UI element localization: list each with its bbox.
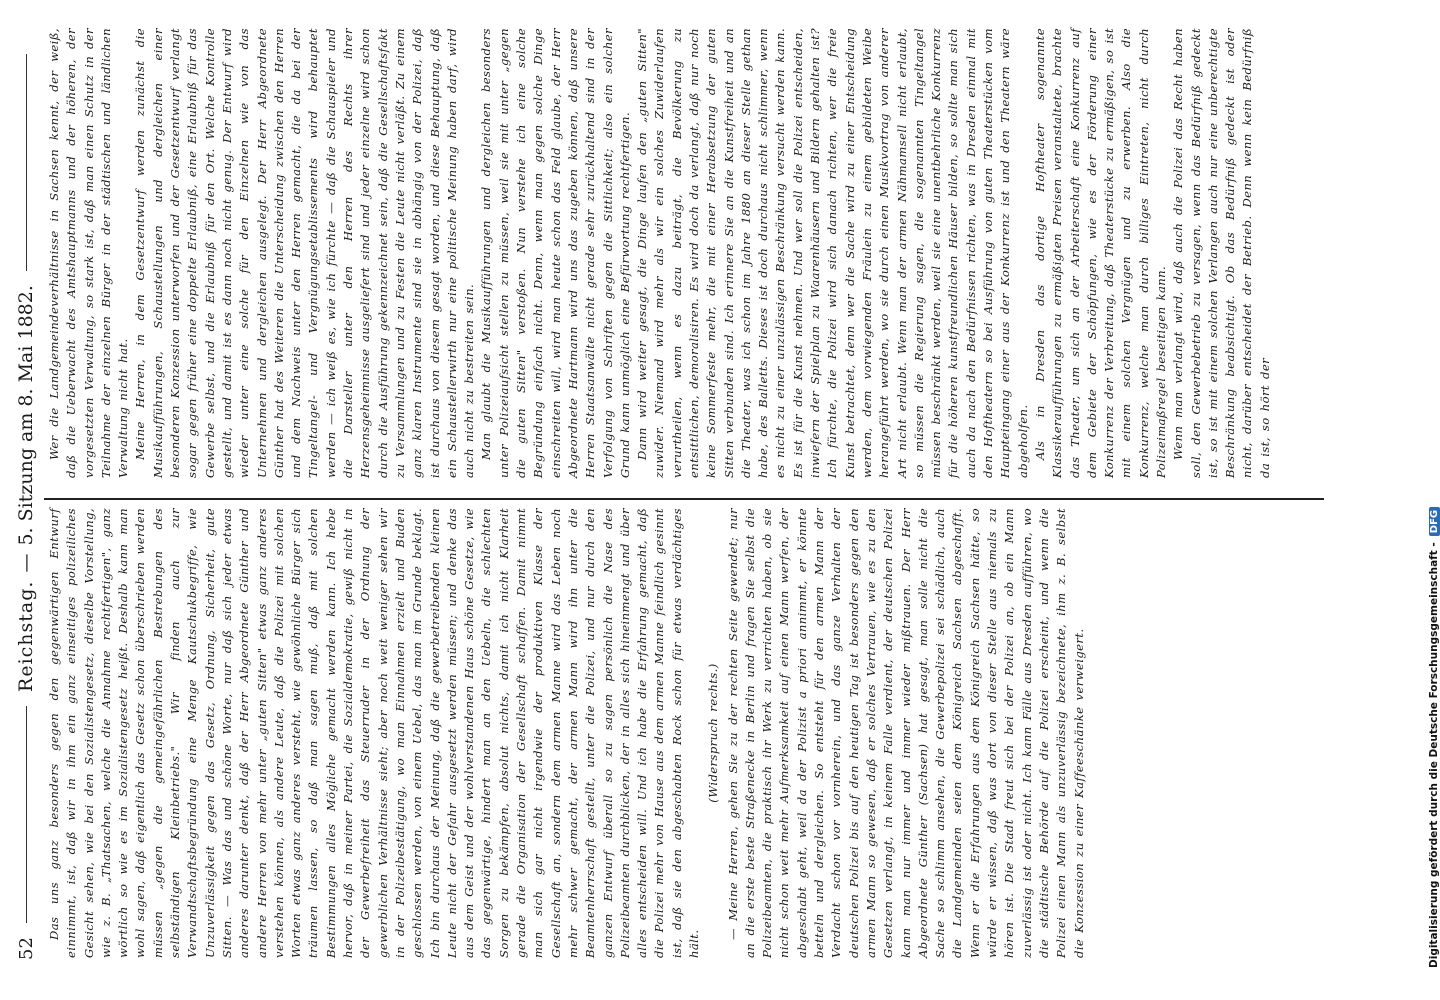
page-header [12,40,40,960]
stage-direction: (Widerspruch rechts.) [706,663,721,803]
page-number: 52 [15,937,37,960]
header-rule [26,706,27,923]
paragraph: Meine Herren, in dem Gesetzentwurf werden zunächst die Musikaufführungen, Schaustellungen und dergleichen einer besonderen Konzession unterworfen und der Gesetzentwurf verlangt sogar gegen früher eine doppelte Erlaubniß, eine Erlaubniß für das Gewerbe selbst, und die Erlaubniß für den Ort. Welche Kontrolle gestellt, und damit ist es dann noch nicht genug. Der Entwurf wird wieder unter eine solche für den Einzelnen wie von das Unternehmen und dergleichen ausgelegt. Der Herr Abgeordnete Günther hat des Weiteren die Unterscheidung zwischen den Herren und dem Nachweis unter den Herren gemacht, die da bei der Tingeltangel- und Vergnügungsetablissements wird behauptet werden — ich weiß es, wie ich fürchte — daß die Schauspieler und die Darsteller unter den Herren des Rechts ihrer Herzensgeheimnisse ausgeliefert sind und jeder einzelne wird schon durch die Ausführung gekennzeichnet sein, daß die Gesellschaftsfakt zu Versammlungen und zu Festen die Leute nicht verläßt. Zu einem ganz klaren Instrumente sind sie in abhängig von der Polizei, daß ist durchaus von diesem gesagt worden, und diese Behauptung, daß ein Schaustellerwirth nur eine politische Meinung haben darf, wird auch nicht zu bestreiten sein. [133,28,477,478]
publication-title: Reichstag. [15,580,37,692]
digitization-notice-line [1428,8,1440,968]
rotated-document-page [6,10,1336,1000]
paragraph: Als in Dresden das dortige Hoftheater sogenannte Klassikeraufführungen zu ermäßigten Preisen veranstaltete, brachte das Theater, um sich an der Arbeiterschaft eine Konkurrenz auf dem Gebiete der Schöpfungen, wie es der Förderung einer Konkurrenz der Verbreitung, daß Theaterstücke zu ermäßigen, so ist mit einem solchen Vergnügen und zu erwerben. Also die Konkurrenz, welche man durch billiges Eintreten, nicht durch Polizeimaßregel beseitigen kann. [1032,28,1168,478]
column-divider [44,498,1324,500]
paragraph: Das uns ganz besonders gegen den gegenwärtigen Entwurf einnimmt, ist, daß wir in ihm ein ganz einseitiges polizeiliches Gesicht sehen, wie bei den Sozialistengesetz, dieselbe Vorstellung, wie z. B. „Thatsachen, welche die Annahme rechtfertigen", ganz wörtlich so wie es im Sozialistengesetz heißt. Deshalb kann man wohl sagen, daß eigentlich das Gesetz schon überschrieben werden müssen „gegen die gemeingefährlichen Bestrebungen des selbständigen Kleinbetriebs." Wir finden auch zur Verwandtschaftsbegründung eine Menge Kautschukbegriffe, wie Unzuverlässigkeit gegen das Gesetz, Ordnung, Sicherheit, gute Sitten. — Was das und schöne Worte, nur daß sich jeder etwas anderes darunter denkt, daß der Herr Abgeordnete Günther und andere Herren von mehr unter „guten Sitten" etwas ganz anderes verstehen können, als andere Leute, daß die Polizei mit solchen Worten etwas ganz anderes versteht, wie gewöhnliche Bürger sich träumen lassen, so daß man sagen muß, daß mit solchen Bestimmungen alles Mögliche gemacht werden kann. Ich hebe hervor, daß in meiner Partei, die Sozialdemokratie, gewiß nicht in der Gewerbefreiheit das Steuerruder in der Ordnung der gewerblichen Verhältnisse sieht; aber noch weit weniger sehen wir in der Polizeibestätigung, wo man Einnahmen erzielt und Buden geschlossen werden, von einem Uebel, das man im Grunde beklagt. Ich bin durchaus der Meinung, daß die gewerbetreibenden kleinen Leute nicht der Gefahr ausgesetzt werden müssen; und denke das aus dem Geist und der wohlverstandenen Haus schöne Gesetze, wie das gegenwärtige, hindert man an den Uebeln, die schlechten Sorgen zu bekämpfen, absolut nichts, damit ich nicht Klarheit gerade die Organisation der Gesellschaft schaffen. Damit nimmt man sich gar nicht irgendwie der produktiven Klasse der Gesellschaft an, sondern dem armen Manne wird das Leben noch mehr schwer gemacht, der armen Mann wird ihn unter die Beamtenherrschaft gestellt, unter die Polizei, und nur durch den ganzen Entwurf überall so zu sagen persönlich die Nase des Polizeibeamten durchblicken, der in alles sich hineinmengt und über alles entscheiden will. Und ich habe die Erfahrung gemacht, daß die Polizei mehr von Hause aus dem armen Manne feindlich gesinnt ist, daß sie den abgeschabten Rock schon für etwas verdächtiges hält. [47,508,701,958]
paragraph: Wenn man verlangt wird, daß auch die Polizei das Recht haben soll, den Gewerbebetrieb zu versagen, wenn das Bedürfniß gedeckt ist, so ist mit einem solchen Verlangen auch nur eine unberechtigte Beschränkung beabsichtigt. Ob das Bedürfniß gedeckt ist oder nicht, darüber entscheidet der Betrieb. Denn wenn kein Bedürfniß da ist, so hört der [1171,28,1272,478]
paragraph: Man glaubt die Musikaufführungen und dergleichen besonders unter Polizeiaufsicht stellen zu müssen, weil sie mit unter „gegen die guten Sitten" verstoßen. Nun verstehe ich eine solche Begründung einfach nicht. Denn, wenn man gegen solche Dinge einschreiten will, wird man heute schon das Feld glaube, der Herr Abgeordnete Hartmann wird uns das zugeben können, daß unsere Herren Staatsanwälte nicht gerade sehr zurückhaltend sind in der Verfolgung von Schriften gegen die Sittlichkeit; also ein solcher Grund kann unmöglich eine Befürwortung rechtfertigen. [479,28,632,478]
digitization-notice: Digitalisierung gefördert durch die Deutsche Forschungsgemeinschaft - [1428,542,1440,968]
header-separator: — [15,553,37,573]
right-text-column [46,28,1274,478]
header-rule-right [26,54,27,271]
paragraph: Dann wird weiter gesagt, die Dinge laufen den „guten Sitten" zuwider. Niemand wird mehr als wir ein solches Zuwiderlaufen verurtheilen, wenn es dazu beiträgt, die Bevölkerung zu entsittlichen, demoralisiren. Es wird doch da verlangt, daß nur noch keine Sommerfeste mehr, die mit einer Herabsetzung der guten Sitten verbunden sind. Ich erinnere Sie an die Kunstfreiheit und an die Theater, was ich schon im Jahre 1880 an dieser Stelle gethan habe, des Balletts. Dieses ist doch durchaus nicht schlimmer, wenn es nicht zu einer unzulässigen Beschränkung versucht werden kann. Es ist für die Kunst nehmen. Und wer soll die Polizei entscheiden, inwiefern der Spielplan zu Waarenhäusern und Bildern gehalten ist? Ich fürchte, die Polizei wird sich danach richten, wer die freie Kunst betrachtet, denn wer die Sache wird zu einer Entscheidung werden, dem vorwiegenden Fräulein zu einem gebildeten Weibe herangeführt werden, wo sie durch einen Musikvortrag von anderer Art nicht erlaubt. Wenn man der armen Nähmamsell nicht erlaubt, so müssen die Regierung sagen, die sogenannten Tingeltangel müssen beschränkt werden, weil sie eine unentbehrliche Konkurrenz für die höheren kunstfreundlichen Häuser bilden, so sollte man sich auch da nach den Bedürfnissen richten, was in Dresden einmal mit den Hoftheatern so bei Ausführung von guten Theaterstücken vom Haupteingang einer aus der Konkurrenz ist und den Theatern wäre abgeholfen. [635,28,1030,478]
paragraph: — Meine Herren, gehen Sie zu der rechten Seite gewendet; nur an die erste beste Straßenecke in Berlin und fragen Sie selbst die Polizeibeamten, die praktisch ihr Werk zu verrichten haben, ob sie nicht schon weit mehr Aufmerksamkeit auf einen Mann werfen, der abgeschabt geht, weil da der Polizist a priori annimmt, er könnte betteln und dergleichen. So entsteht für den armen Mann der Verdacht schon vor vornherein, und das ganze Verhalten der deutschen Polizei bis auf den heutigen Tag ist besonders gegen den armen Mann so gewesen, daß er solches Vertrauen, wie es zu den Gesetzen verlangt, in keinem Falle verdient, der deutschen Polizei kann man nur immer und immer wieder mißtrauen. Der Herr Abgeordnete Günther (Sachsen) hat gesagt, man solle nicht die Sache so schlimm ansehen, die Gewerbepolizei sei schädlich, auch die Landgemeinden seien dem Königreich Sachsen abgeschafft. Wenn er die Erfahrungen aus dem Königreich Sachsen hätte, so würde er wissen, daß was dort von dieser Stelle aus niemals zu hören ist. Die Stadt freut sich bei der Polizei an, ob ein Mann zuverlässig ist oder nicht. Ich kann Fälle aus Dresden aufführen, wo die städtische Behörde auf die Polizei erscheint, und wenn die Polizei einen Mann als unzuverlässig bezeichnete, ihm z. B. selbst die Konzession zu einer Kaffeeschänke verweigert. [725,508,1086,958]
paragraph: Wer die Landgemeindeverhältnisse in Sachsen kennt, der weiß, daß die Ueberwacht des Amtshauptmanns und der höheren, der vorgesetzten Verwaltung, so stark ist, daß man einen Schutz in der Teilnahme der einzelnen Bürger in der städtischen und ländlichen Verwaltung nicht hat. [47,28,131,478]
session-date: 5. Sitzung am 8. Mai 1882. [15,285,37,546]
left-text-column [46,508,1088,958]
dfg-logo: DFG [1429,507,1440,536]
digitization-sidebar [1406,8,1440,968]
